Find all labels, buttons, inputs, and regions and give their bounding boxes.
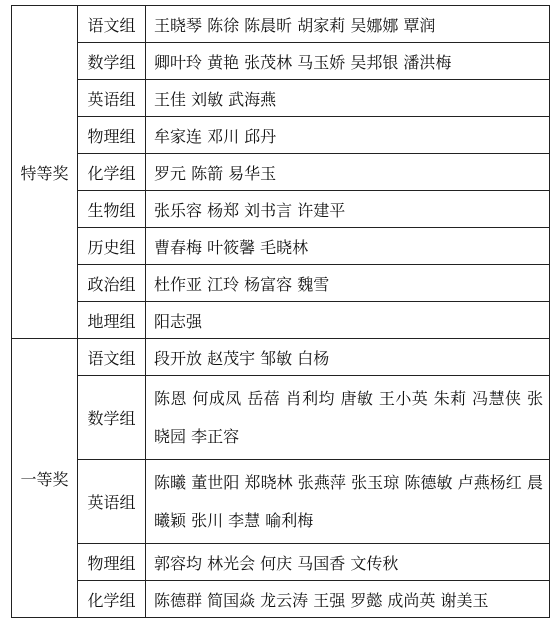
winner-names-cell: 杜作亚 江玲 杨富容 魏雪: [146, 265, 550, 302]
group-name-cell: 数学组: [78, 376, 146, 460]
award-level-cell: 一等奖: [12, 339, 78, 618]
award-level-cell: 特等奖: [12, 6, 78, 339]
group-name-cell: 化学组: [78, 154, 146, 191]
group-name-cell: 历史组: [78, 228, 146, 265]
winner-names-cell: 陈德群 简国焱 龙云涛 王强 罗懿 成尚英 谢美玉: [146, 581, 550, 618]
winner-names-cell: 曹春梅 叶筱馨 毛晓林: [146, 228, 550, 265]
group-name-cell: 语文组: [78, 6, 146, 43]
winner-names-cell: 牟家连 邓川 邱丹: [146, 117, 550, 154]
table-row: [12, 228, 550, 265]
group-name-cell: 英语组: [78, 460, 146, 544]
table-row: [12, 339, 550, 376]
table-row: [12, 154, 550, 191]
table-row: [12, 302, 550, 339]
group-name-cell: 物理组: [78, 117, 146, 154]
winner-names-cell: 阳志强: [146, 302, 550, 339]
winner-names-cell: 陈恩 何成凤 岳蓓 肖利均 唐敏 王小英 朱莉 冯慧侠 张晓园 李正容: [146, 376, 550, 460]
winner-names-cell: 郭容均 林光会 何庆 马国香 文传秋: [146, 544, 550, 581]
group-name-cell: 化学组: [78, 581, 146, 618]
winner-names-cell: 段开放 赵茂宇 邹敏 白杨: [146, 339, 550, 376]
table-row: [12, 117, 550, 154]
winner-names-cell: 张乐容 杨郑 刘书言 许建平: [146, 191, 550, 228]
table-row: [12, 544, 550, 581]
group-name-cell: 语文组: [78, 339, 146, 376]
winner-names-cell: 卿叶玲 黄艳 张茂林 马玉娇 吴邦银 潘洪梅: [146, 43, 550, 80]
table-row: [12, 6, 550, 43]
winner-names-cell: 罗元 陈箭 易华玉: [146, 154, 550, 191]
table-row: [12, 376, 550, 460]
group-name-cell: 物理组: [78, 544, 146, 581]
award-table: [11, 5, 550, 618]
group-name-cell: 数学组: [78, 43, 146, 80]
table-row: [12, 80, 550, 117]
table-row: [12, 43, 550, 80]
table-row: [12, 265, 550, 302]
group-name-cell: 生物组: [78, 191, 146, 228]
table-row: [12, 581, 550, 618]
winner-names-cell: 王佳 刘敏 武海燕: [146, 80, 550, 117]
group-name-cell: 政治组: [78, 265, 146, 302]
table-row: [12, 460, 550, 544]
group-name-cell: 地理组: [78, 302, 146, 339]
table-row: [12, 191, 550, 228]
winner-names-cell: 陈曦 董世阳 郑晓林 张燕萍 张玉琼 陈德敏 卢燕杨红 晨曦颖 张川 李慧 喻利梅: [146, 460, 550, 544]
group-name-cell: 英语组: [78, 80, 146, 117]
winner-names-cell: 王晓琴 陈徐 陈晨昕 胡家莉 吴娜娜 覃润: [146, 6, 550, 43]
